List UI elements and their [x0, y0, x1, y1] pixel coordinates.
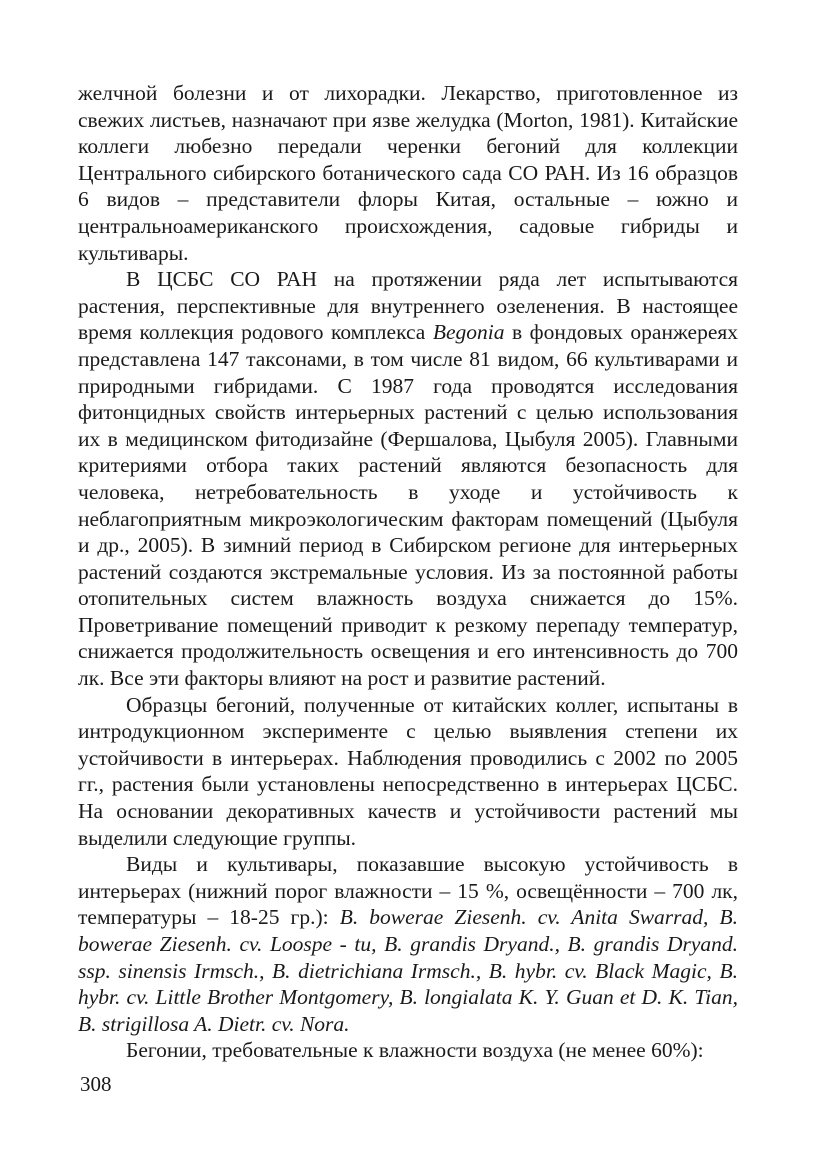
species-list: B. bowerae Ziesenh. cv. Anita Swarrad, B. bowerae Ziesenh. cv. Loospe - tu, B. grandis Dryand., B. grandis Dryand. ssp. sinensis Irmsch., B. dietrichiana Irmsch., B. hybr. cv. Black Magic, B. hybr. cv. Little Brother Montgomery, B. longialata K. Y. Guan et D. K. Tian, B. strigillosa A. Dietr. cv. Nora. [78, 905, 739, 1036]
paragraph-1-text: желчной болезни и от лихорадки. Лекарство, приготовленное из свежих листьев, назначают при язве желудка (Morton, 1981). Китайские коллеги любезно передали черенки бегоний для коллекции Центрального сибирского ботанического сада СО РАН. Из 16 образцов 6 видов – представители флоры Китая, остальные – южно и центральноамериканского происхождения, садовые гибриды и культивары. [78, 81, 738, 265]
paragraph-5-text: Бегонии, требовательные к влажности воздуха (не менее 60%): [126, 1038, 704, 1063]
paragraph-3 [78, 692, 738, 852]
genus-name-begonia: Begonia [432, 320, 505, 345]
paragraph-2 [78, 266, 738, 692]
paragraph-2-text-end: в фондовых оранжереях представлена 147 таксонами, в том числе 81 видом, 66 культиварами и природными гибридами. С 1987 года проводятся исследования фитонцидных свойств интерьерных растений с целью использования их в медицинском фитодизайне (Фершалова, Цыбуля 2005). Главными критериями отбора таких растений являются безопасность для человека, нетребовательность в уходе и устойчивость к неблагоприятным микроэкологическим факторам помещений (Цыбуля и др., 2005). В зимний период в Сибирском регионе для интерьерных растений создаются экстремальные условия. Из за постоянной работы отопительных систем влажность воздуха снижается до 15%. Проветривание помещений приводит к резкому перепаду температур, снижается продолжительность освещения и его интенсивность до 700 лк. Все эти факторы влияют на рост и развитие растений. [78, 320, 738, 691]
paragraph-5 [78, 1037, 738, 1064]
body-text [78, 80, 738, 1064]
page-number: 308 [80, 1072, 112, 1096]
paragraph-1 [78, 80, 738, 266]
paragraph-2-text-start: В ЦСБС СО РАН на протяжении ряда лет испытываются растения, перспективные для внутреннего озеленения. В настоящее время коллекция родового комплекса [78, 267, 738, 345]
paragraph-4-text-start: Виды и культивары, показавшие высокую устойчивость в интерьерах (нижний порог влажности – 15 %, освещённости – 700 лк, температуры – 18-25 гр.): [78, 852, 738, 930]
paragraph-3-text: Образцы бегоний, полученные от китайских коллег, испытаны в интродукционном эксперименте с целью выявления степени их устойчивости в интерьерах. Наблюдения проводились с 2002 по 2005 гг., растения были установлены непосредственно в интерьерах ЦСБС. На основании декоративных качеств и устойчивости растений мы выделили следующие группы. [78, 692, 738, 850]
paragraph-4 [78, 851, 738, 1037]
